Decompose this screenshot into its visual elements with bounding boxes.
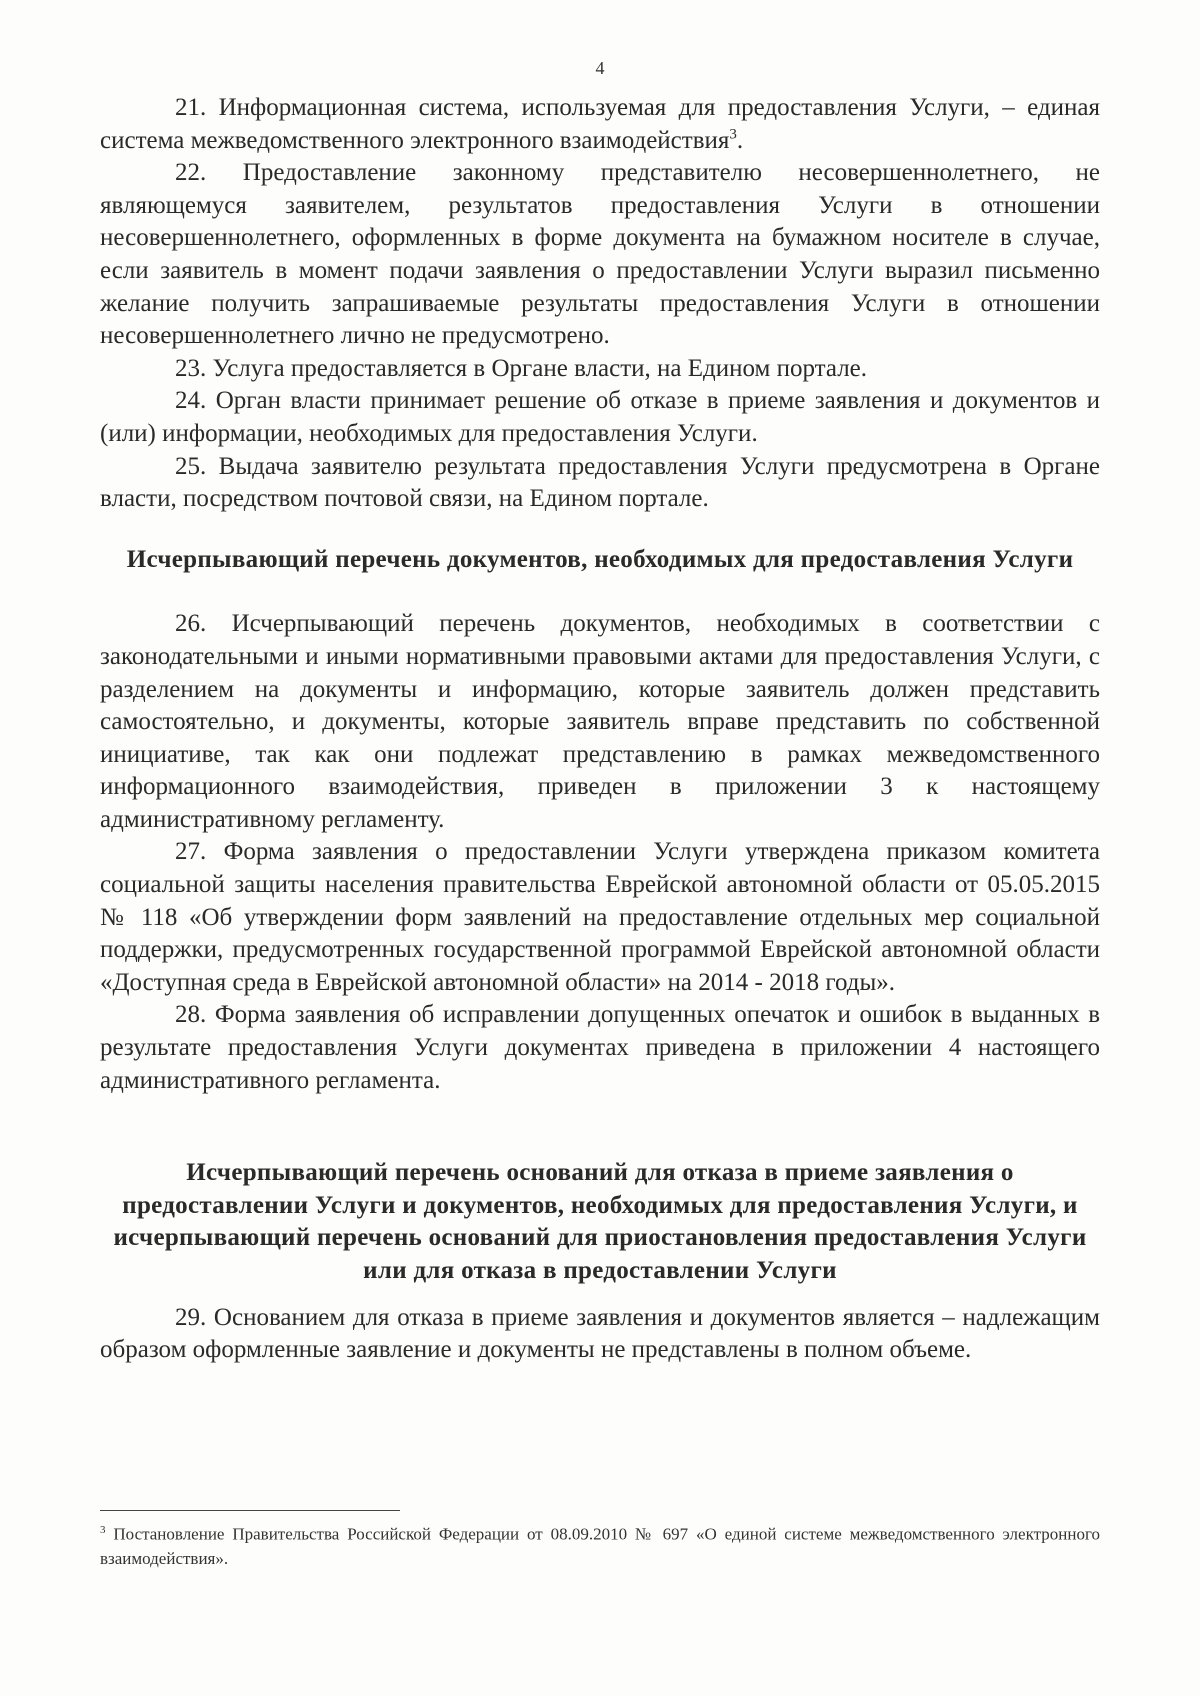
section-heading-refusal-grounds: Исчерпывающий перечень оснований для отказа в приеме заявления о предоставлении Услуги и документов, необходимых для предоставления Услуги, и исчерпывающий перечень оснований для приостановления предоставления Услуги или для отказа в предоставлении Услуги: [113, 1159, 1087, 1284]
paragraph-text: Орган власти принимает решение об отказе в приеме заявления и документов и (или) информации, необходимых для предоставления Услуги.: [100, 387, 1101, 447]
footnote: [100, 1518, 1100, 1571]
paragraph-text: Услуга предоставляется в Органе власти, на Едином портале.: [212, 354, 868, 382]
paragraph-number: 22.: [175, 159, 207, 187]
paragraph-text: Информационная система, используемая для предоставления Услуги, – единая система межведомственного электронного взаимодействия: [100, 94, 1100, 154]
paragraph-tail: .: [736, 126, 744, 154]
page-number: 4: [595, 58, 605, 78]
paragraph-text: Форма заявления о предоставлении Услуги утверждена приказом комитета социальной защиты населения правительства Еврейской автономной области от 05.05.2015 № 118 «Об утверждении форм заявлений на предоставление отдельных мер социальной поддержки, предусмотренных государственной программой Еврейской автономной области «Доступная среда в Еврейской автономной области» на 2014 - 2018 годы».: [100, 838, 1100, 996]
paragraph-text: Предоставление законному представителю несовершеннолетнего, не являющемуся заявителем, результатов предоставления Услуги в отношении несовершеннолетнего, оформленных в форме документа на бумажном носителе в случае, если заявитель в момент подачи заявления о предоставлении Услуги выразил письменно желание получить запрашиваемые результаты предоставления Услуги в отношении несовершеннолетнего лично не предусмотрено.: [100, 159, 1101, 350]
paragraph-number: 29.: [175, 1303, 207, 1331]
section-heading-documents: Исчерпывающий перечень документов, необходимых для предоставления Услуги: [126, 545, 1074, 573]
paragraph-number: 26.: [175, 610, 207, 638]
paragraph-27: [100, 836, 1100, 999]
paragraph-21: [100, 92, 1100, 157]
paragraph-number: 24.: [175, 387, 207, 415]
paragraph-26: [100, 608, 1100, 836]
paragraph-text: Основанием для отказа в приеме заявления и документов является – надлежащим образом оформленные заявление и документы не представлены в полном объеме.: [100, 1303, 1101, 1364]
paragraph-text: Форма заявления об исправлении допущенных опечаток и ошибок в выданных в результате предоставления Услуги документах приведена в приложении 4 настоящего административного регламента.: [100, 1001, 1100, 1094]
paragraph-text: Исчерпывающий перечень документов, необходимых в соответствии с законодательными и иными нормативными правовыми актами для предоставления Услуги, с разделением на документы и информацию, которые заявитель должен представить самостоятельно, и документы, которые заявитель вправе представить по собственной инициативе, так как они подлежат представлению в рамках межведомственного информационного взаимодействия, приведен в приложении 3 к настоящему административному регламенту.: [100, 610, 1100, 833]
paragraph-number: 21.: [175, 94, 207, 121]
footnote-separator: [100, 1510, 400, 1511]
paragraph-number: 27.: [175, 838, 207, 866]
paragraph-22: [100, 157, 1100, 353]
paragraph-number: 23.: [175, 354, 207, 382]
paragraph-29: [100, 1302, 1100, 1367]
paragraph-28: [100, 999, 1100, 1097]
footnote-reference: 3: [729, 126, 737, 143]
page-content: [100, 92, 1100, 1367]
paragraph-number: 28.: [175, 1001, 207, 1029]
paragraph-number: 25.: [175, 452, 207, 480]
paragraph-23: [100, 353, 1100, 386]
paragraph-25: [100, 451, 1100, 516]
paragraph-24: [100, 385, 1100, 450]
footnote-marker: 3: [100, 1524, 106, 1536]
footnote-text: Постановление Правительства Российской Федерации от 08.09.2010 № 697 «О единой системе межведомственного электронного взаимодействия».: [100, 1524, 1100, 1568]
paragraph-text: Выдача заявителю результата предоставления Услуги предусмотрена в Органе власти, посредством почтовой связи, на Едином портале.: [100, 452, 1101, 513]
